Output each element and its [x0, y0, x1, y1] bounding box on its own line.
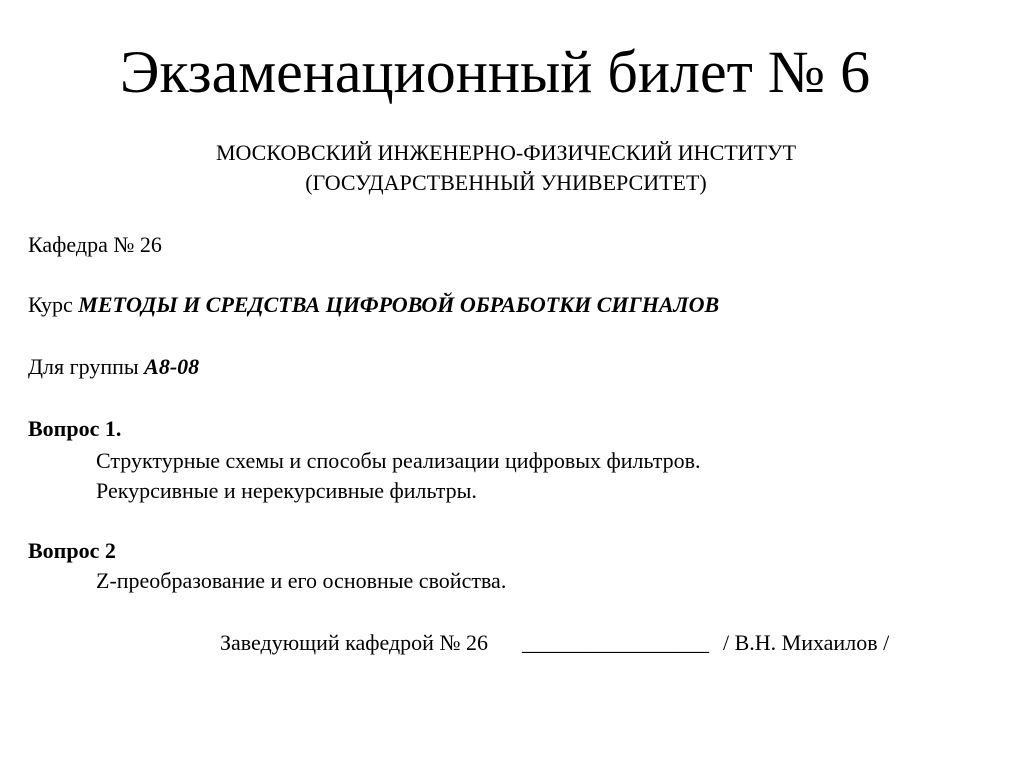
signature-line: [220, 628, 889, 658]
group-value: А8-08: [144, 354, 200, 379]
question-1-text-line: Рекурсивные и нерекурсивные фильтры.: [96, 478, 477, 503]
question-1-label: Вопрос 1.: [28, 416, 122, 441]
department-line: Кафедра № 26: [28, 232, 162, 257]
question-1-text-line: Структурные схемы и способы реализации цифровых фильтров.: [96, 448, 701, 473]
question-2-label: Вопрос 2: [28, 538, 116, 563]
institute-header: [0, 138, 1012, 198]
group-line: [28, 352, 199, 382]
institute-name: МОСКОВСКИЙ ИНЖЕНЕРНО-ФИЗИЧЕСКИЙ ИНСТИТУТ: [215, 140, 797, 165]
signature-position: Заведующий кафедрой № 26: [220, 630, 488, 655]
signature-blank: _________________: [521, 630, 709, 655]
question-2-text-line: Z-преобразование и его основные свойства.: [96, 568, 507, 593]
institute-status: (ГОСУДАРСТВЕННЫЙ УНИВЕРСИТЕТ): [305, 170, 707, 195]
course-name: МЕТОДЫ И СРЕДСТВА ЦИФРОВОЙ ОБРАБОТКИ СИГНАЛОВ: [78, 292, 720, 317]
group-label: Для группы: [28, 354, 139, 379]
course-label: Курс: [28, 292, 73, 317]
page-title: Экзаменационный билет № 6: [119, 39, 871, 105]
signature-name: / В.Н. Михаилов /: [722, 630, 890, 655]
course-line: [28, 290, 719, 320]
